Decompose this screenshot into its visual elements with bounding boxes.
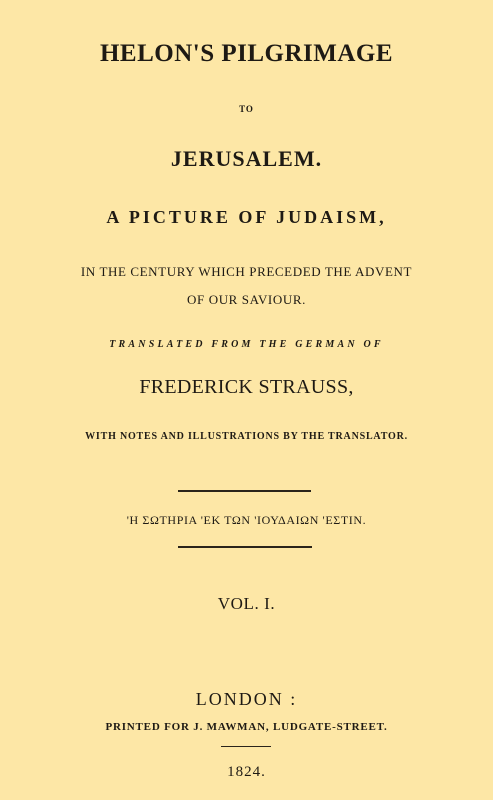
notes-credit: WITH NOTES AND ILLUSTRATIONS BY THE TRANSLATOR. <box>85 431 408 442</box>
subtitle: A PICTURE OF JUDAISM, <box>106 207 387 227</box>
destination-title: JERUSALEM. <box>170 146 323 171</box>
year-divider <box>221 746 271 747</box>
subtitle-line-1: IN THE CENTURY WHICH PRECEDED THE ADVENT <box>80 264 413 279</box>
book-title: HELON'S PILGRIMAGE <box>99 40 394 67</box>
title-connector: TO <box>239 104 254 114</box>
printer-line: PRINTED FOR J. MAWMAN, LUDGATE-STREET. <box>105 721 388 733</box>
greek-motto: 'Η ΣΩΤΗΡΙΑ 'ΕΚ ΤΩΝ 'ΙΟΥΔΑΙΩΝ 'ΕΣΤΙΝ. <box>126 513 367 527</box>
bottom-divider <box>178 546 312 548</box>
author-name: FREDERICK STRAUSS, <box>139 376 354 398</box>
publication-place: LONDON : <box>195 689 298 709</box>
volume-number: VOL. I. <box>217 594 276 613</box>
translation-credit: TRANSLATED FROM THE GERMAN OF <box>109 339 384 350</box>
top-divider <box>178 490 311 492</box>
subtitle-line-2: OF OUR SAVIOUR. <box>187 292 306 307</box>
publication-year: 1824. <box>227 764 266 780</box>
